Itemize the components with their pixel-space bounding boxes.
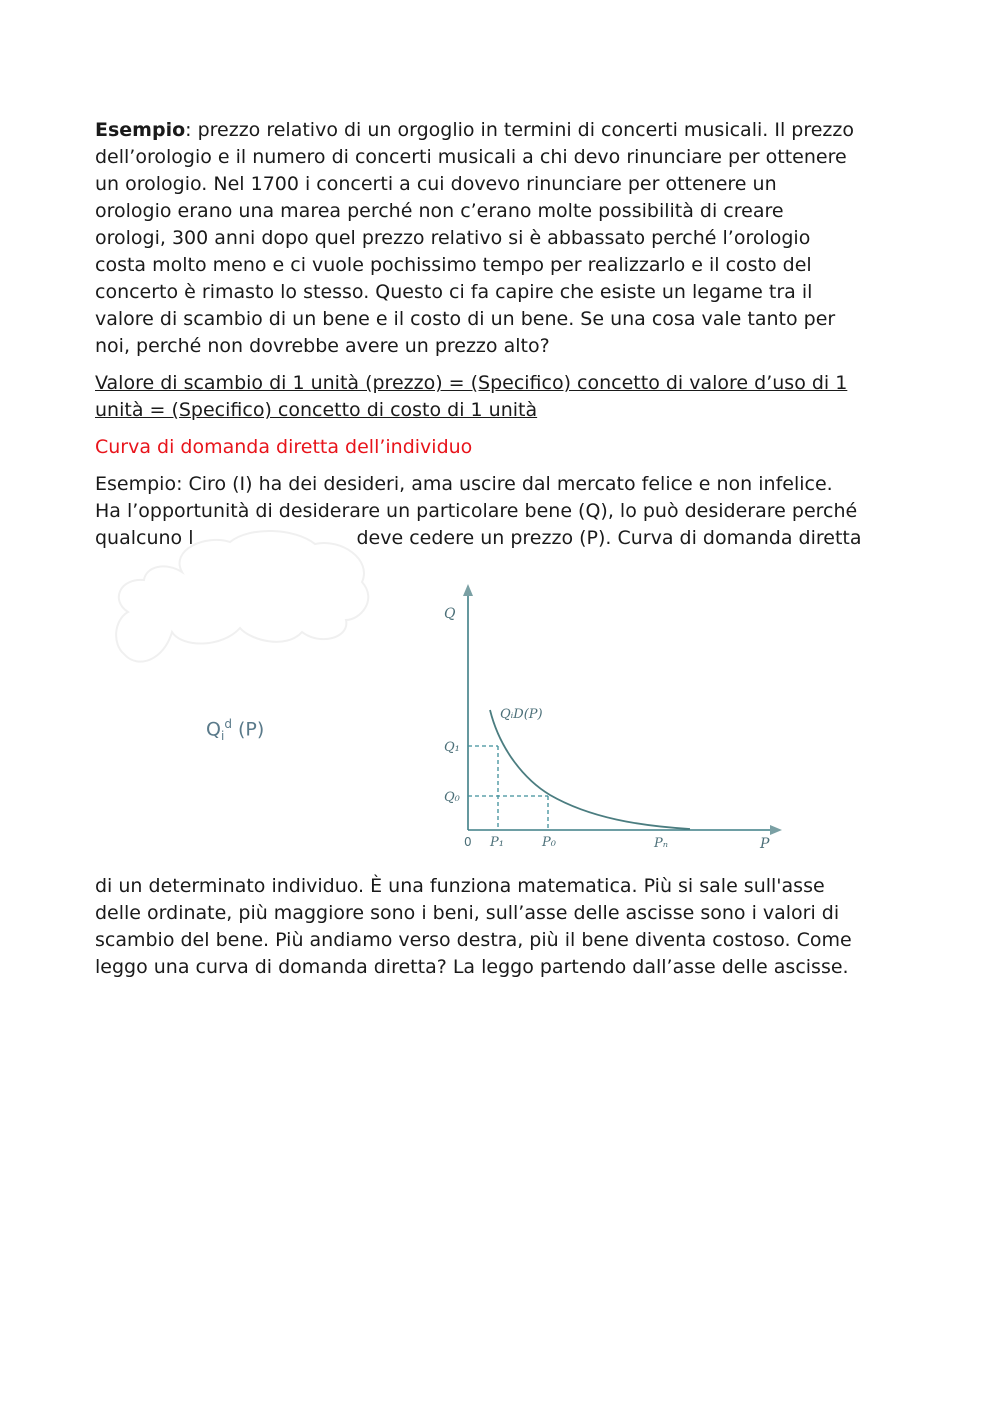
text-line: Esempio: prezzo relativo di un orgoglio in termini di concerti musicali. Il prezzo [95,119,854,141]
text-line: di un determinato individuo. È una funziona matematica. Più si sale sull'asse [95,875,825,897]
text-line: dell’orologio e il numero di concerti musicali a chi devo rinunciare per ottenere [95,146,847,168]
text-line: orologi, 300 anni dopo quel prezzo relativo si è abbassato perché l’orologio [95,227,811,249]
demand-curve [490,710,690,829]
text-line: concerto è rimasto lo stesso. Questo ci fa capire che esiste un legame tra il [95,281,813,303]
origin-label: 0 [464,835,472,849]
x-axis-arrow [770,825,782,835]
pn-label: Pₙ [654,836,669,851]
demand-curve-figure [110,520,850,865]
text-line: delle ordinate, più maggiore sono i beni, sull’asse delle ascisse sono i valori di [95,902,840,924]
x-axis-label: P [760,836,770,852]
q1-label: Q₁ [444,740,460,755]
text-line: orologio erano una marea perché non c’erano molte possibilità di creare [95,200,784,222]
q0-label: Q₀ [444,790,460,805]
text-line: qualcuno l deve cedere un prezzo (P). Curva di domanda diretta [95,527,862,549]
text-line: valore di scambio di un bene e il costo di un bene. Se una cosa vale tanto per [95,308,836,330]
curve-label: QᵢD(P) [500,707,543,722]
paragraph-valore-scambio [95,370,915,424]
demand-function-label: $Q_i^d$ (P) [206,717,265,744]
p1-label: P₁ [490,835,504,850]
text-line: noi, perché non dovrebbe avere un prezzo alto? [95,335,550,357]
text-line: scambio del bene. Più andiamo verso destra, più il bene diventa costoso. Come [95,929,852,951]
handwritten-cloud-shape [110,520,380,690]
demand-graph [430,580,850,865]
text-line: Esempio: Ciro (I) ha dei desideri, ama uscire dal mercato felice e non infelice. [95,473,833,495]
section-heading: Curva di domanda diretta dell’individuo [95,436,473,458]
text-line: costa molto meno e ci vuole pochissimo tempo per realizzarlo e il costo del [95,254,812,276]
text-line: unità = (Specifico) concetto di costo di 1 unità [95,399,538,421]
paragraph-funzione [95,873,915,981]
p0-label: P₀ [542,835,556,850]
paragraph-esempio-orologio [95,117,915,360]
y-axis-label: Q [444,606,456,622]
text-line: un orologio. Nel 1700 i concerti a cui dovevo rinunciare per ottenere un [95,173,777,195]
text-line: Ha l’opportunità di desiderare un particolare bene (Q), lo può desiderare perché [95,500,858,522]
document-body [95,117,915,562]
esempio-bold-label: Esempio [95,119,186,141]
text-line: Valore di scambio di 1 unità (prezzo) = (Specifico) concetto di valore d’uso di 1 [95,372,848,394]
text-line: leggo una curva di domanda diretta? La leggo partendo dall’asse delle ascisse. [95,956,849,978]
y-axis-arrow [463,584,473,596]
